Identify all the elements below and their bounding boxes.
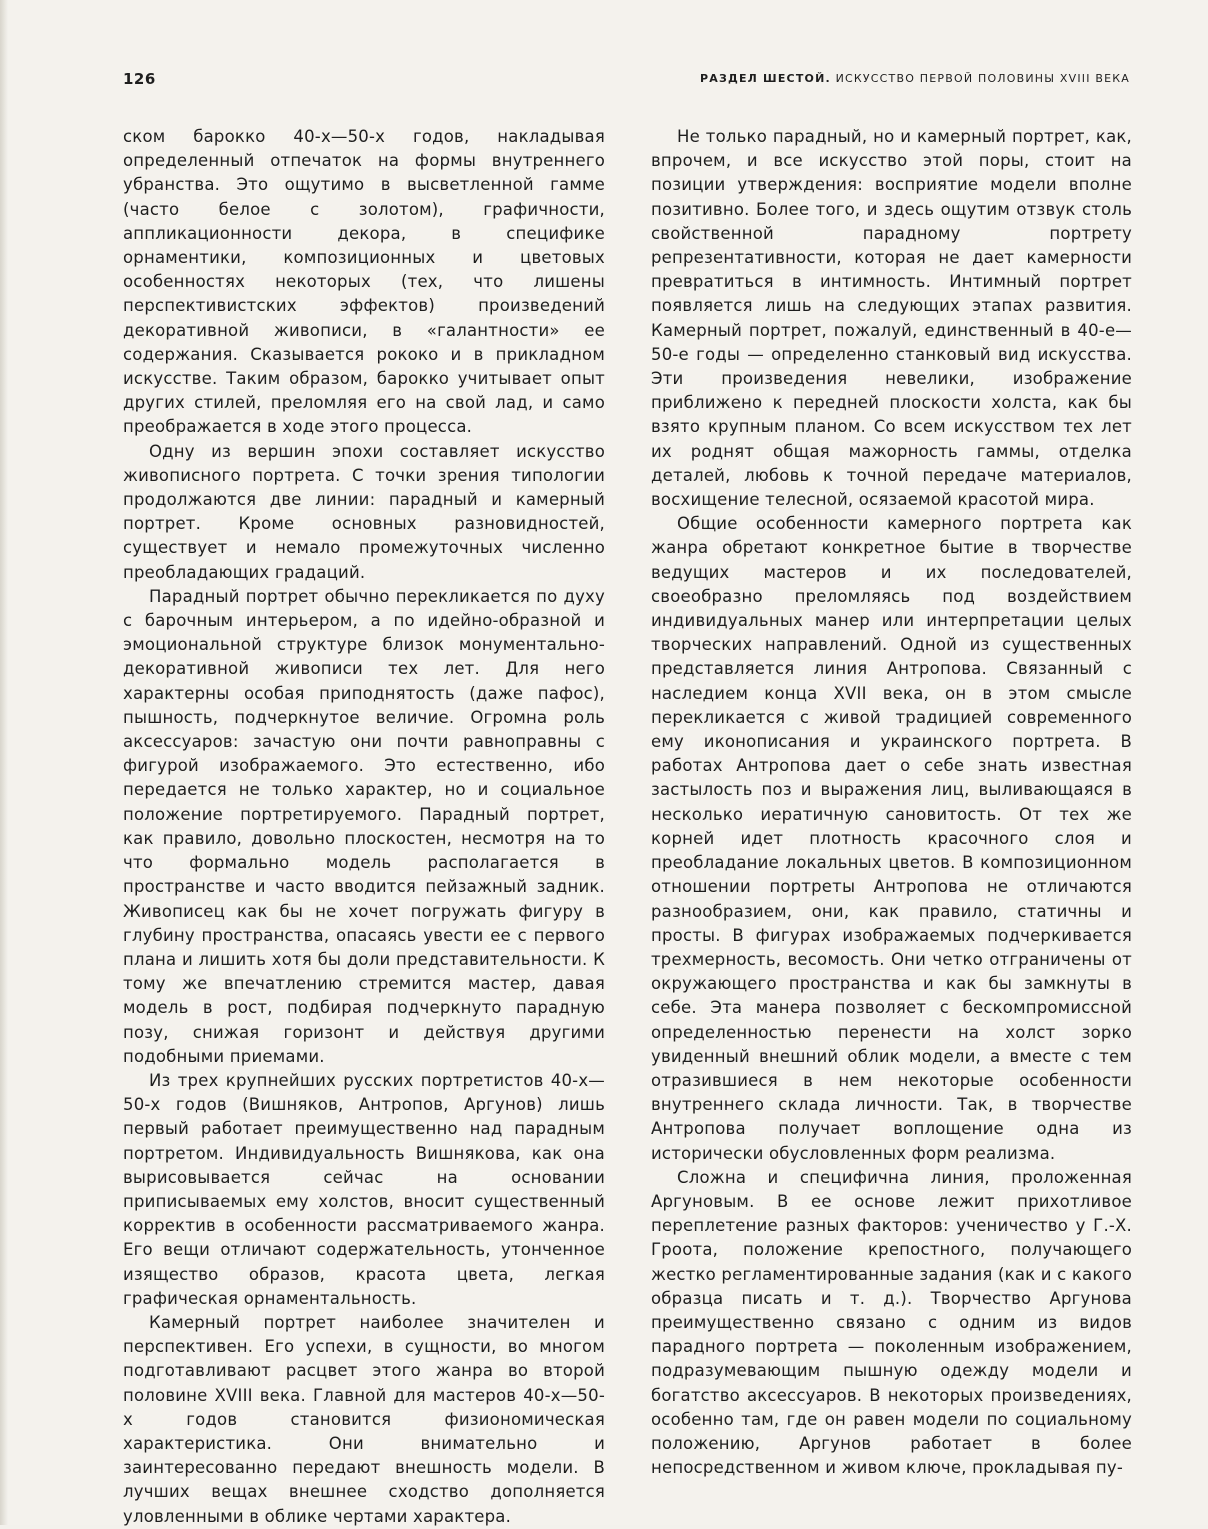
paragraph: Парадный портрет обычно перекликается по духу с барочным интерьером, а по идейно-образной и эмоциональной структуре близок монументально-декоративной живописи тех лет. Для него характерны особая приподнятость (даже пафос), пышность, подчеркнутое величие. Огромна роль аксессуаров: зачастую они почти равноправны с фигурой изображаемого. Это естественно, ибо передается не только характер, но и социальное положение портретируемого. Парадный портрет, как правило, довольно плоскостен, несмотря на то что формально модель располагается в пространстве и часто вводится пейзажный задник. Живописец как бы не хочет погружать фигуру в глубину пространства, опасаясь увести ее с первого плана и лишить хотя бы доли представительности. К тому же впечатлению стремится мастер, давая модель в рост, подбирая подчеркнуто парадную позу, снижая горизонт и действуя другими подобными приемами.	[123, 586, 605, 1066]
scan-edge	[0, 0, 8, 1525]
left-column	[123, 125, 605, 1529]
running-head-section: РАЗДЕЛ ШЕСТОЙ.	[699, 72, 831, 85]
paragraph: Из трех крупнейших русских портретистов 40-х—50-х годов (Вишняков, Антропов, Аргунов) лишь первый работает преимущественно над парадным портретом. Индивидуальность Вишнякова, как она вырисовывается сейчас на основании приписываемых ему холстов, вносит существенный корректив в особенности рассматриваемого жанра. Его вещи отличают содержательность, утонченное изящество образов, красота цвета, легкая графическая орнаментальность.	[123, 1070, 605, 1308]
page-number: 126	[123, 70, 156, 88]
paragraph: Общие особенности камерного портрета как жанра обретают конкретное бытие в творчестве ведущих мастеров и их последователей, своеобразно преломляясь под воздействием индивидуальных манер или интерпретации целых творческих направлений. Одной из существенных представляется линия Антропова. Связанный с наследием конца XVII века, он в этом смысле перекликается с живой традицией современного ему иконописания и украинского портрета. В работах Антропова дает о себе знать известная застылость поз и выражения лиц, выливающаяся в несколько иератичную сановитость. От тех же корней идет плотность красочного слоя и преобладание локальных цветов. В композиционном отношении портреты Антропова не отличаются разнообразием, они, как правило, статичны и просты. В фигурах изображаемых подчеркивается трехмерность, весомость. Они четко отграничены от окружающего пространства и как бы замкнуты в себе. Эта манера позволяет с бескомпромиссной определенностью перенести на холст зорко увиденный внешний облик модели, а вместе с тем отразившиеся в нем некоторые особенности внутреннего склада личности. Так, в творчестве Антропова получает воплощение одна из исторически обусловленных форм реализма.	[651, 514, 1132, 1163]
page-header	[123, 70, 1130, 94]
paragraph: Камерный портрет наиболее значителен и перспективен. Его успехи, в сущности, во многом подготавливают расцвет этого жанра во второй половине XVIII века. Главной для мастеров 40-х—50-х годов становится физиономическая характеристика. Они внимательно и заинтересованно передают внешность модели. В лучших вещах внешнее сходство дополняется уловленными в облике чертами характера.	[123, 1312, 605, 1526]
paragraph: Сложна и специфична линия, проложенная Аргуновым. В ее основе лежит прихотливое переплетение разных факторов: ученичество у Г.-Х. Гроота, положение крепостного, получающего жестко регламентированные задания (как и с какого образца писать и т. д.). Творчество Аргунова преимущественно связано с одним из видов парадного портрета — поколенным изображением, подразумевающим пышную одежду модели и богатство аксессуаров. В некоторых произведениях, особенно там, где он равен модели по социальному положению, Аргунов работает в более непосредственном и живом ключе, прокладывая пу-	[651, 1167, 1132, 1478]
running-head	[700, 72, 1130, 85]
paragraph: Не только парадный, но и камерный портрет, как, впрочем, и все искусство этой поры, стоит на позиции утверждения: восприятие модели вполне позитивно. Более того, и здесь ощутим отзвук столь свойственной парадному портрету репрезентативности, которая не дает камерности превратиться в интимность. Интимный портрет появляется лишь на следующих этапах развития. Камерный портрет, пожалуй, единственный в 40-е—50-е годы — определенно станковый вид искусства. Эти произведения невелики, изображение приближено к передней плоскости холста, как бы взято крупным планом. Со всем искусством тех лет их роднят общая мажорность гаммы, отделка деталей, любовь к точной передаче материалов, восхищение телесной, осязаемой красотой мира.	[651, 127, 1132, 510]
running-head-title: ИСКУССТВО ПЕРВОЙ ПОЛОВИНЫ XVIII ВЕКА	[835, 72, 1130, 85]
right-column	[651, 125, 1132, 1480]
paragraph: ском барокко 40-х—50-х годов, накладывая определенный отпечаток на формы внутреннего убранства. Это ощутимо в высветленной гамме (часто белое с золотом), графичности, аппликационности декора, в специфике орнаментики, композиционных и цветовых особенностях некоторых (тех, что лишены перспективистских эффектов) произведений декоративной живописи, в «галантности» ее содержания. Сказывается рококо и в прикладном искусстве. Таким образом, барокко учитывает опыт других стилей, преломляя его на свой лад, и само преображается в ходе этого процесса.	[123, 127, 605, 437]
paragraph: Одну из вершин эпохи составляет искусство живописного портрета. С точки зрения типологии продолжаются две линии: парадный и камерный портрет. Кроме основных разновидностей, существует и немало промежуточных численно преобладающих градаций.	[123, 441, 605, 582]
